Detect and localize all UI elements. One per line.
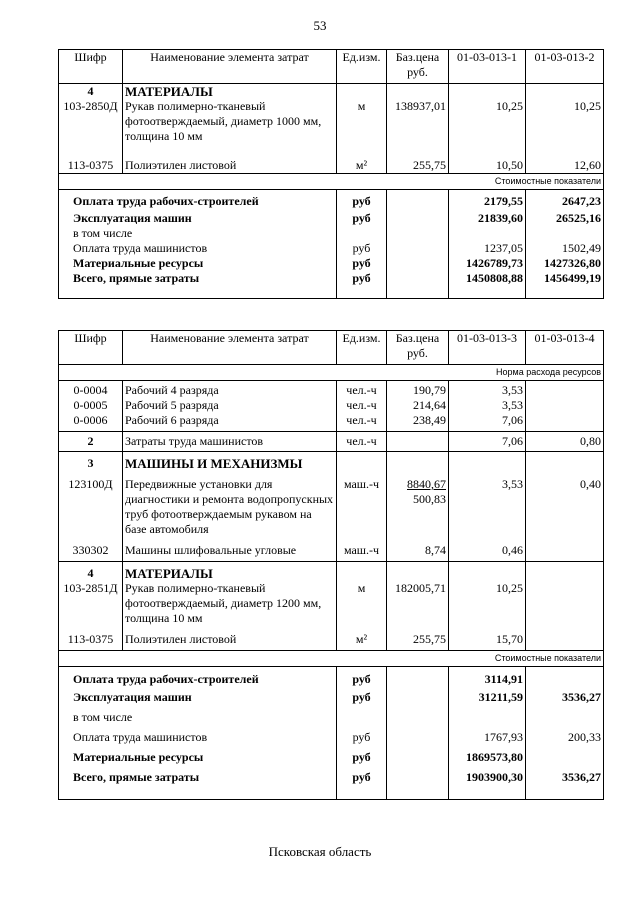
col-header-name: Наименование элемента затрат <box>123 50 337 84</box>
table-row <box>59 471 604 537</box>
summary-name: в том числе <box>59 226 337 241</box>
row-code: 0-0004 <box>59 381 123 399</box>
col-header-unit: Ед.изм. <box>337 50 387 84</box>
summary-v1: 21839,60 <box>449 211 526 226</box>
table-row <box>59 632 604 651</box>
row-price: 8,74 <box>387 537 449 562</box>
row-v2: 10,25 <box>526 99 604 158</box>
summary-v1: 1450808,88 <box>449 271 526 299</box>
row-unit: м <box>337 99 387 158</box>
row-unit: чел.-ч <box>337 398 387 413</box>
row-unit: маш.-ч <box>337 471 387 537</box>
row-v1: 10,50 <box>449 158 526 174</box>
row-v1: 3,53 <box>449 471 526 537</box>
row-name: Рукав полимерно-тканевый фотоотверждаемый, диаметр 1000 мм, толщина 10 мм <box>123 99 337 158</box>
summary-v1: 1426789,73 <box>449 256 526 271</box>
section-title: МАТЕРИАЛЫ <box>123 84 337 100</box>
summary-row <box>59 690 604 710</box>
summary-v1: 31211,59 <box>449 690 526 710</box>
row-v2: 12,60 <box>526 158 604 174</box>
row-v1: 10,25 <box>449 99 526 158</box>
row-name: Полиэтилен листовой <box>123 158 337 174</box>
summary-name: Эксплуатация машин <box>59 690 337 710</box>
row-unit: м <box>337 581 387 632</box>
section-row <box>59 84 604 100</box>
indicators-label: Стоимостные показатели <box>59 174 604 190</box>
row-name: Затраты труда машинистов <box>123 432 337 452</box>
row-price: 255,75 <box>387 158 449 174</box>
summary-v2: 26525,16 <box>526 211 604 226</box>
row-code: 103-2850Д <box>59 99 123 158</box>
col-header-code: Шифр <box>59 50 123 84</box>
row-unit: чел.-ч <box>337 432 387 452</box>
row-code: 0-0006 <box>59 413 123 432</box>
row-unit: чел.-ч <box>337 381 387 399</box>
table-row <box>59 581 604 632</box>
summary-name: Оплата труда машинистов <box>59 730 337 750</box>
section-title: МАШИНЫ И МЕХАНИЗМЫ <box>123 452 337 472</box>
table-row <box>59 99 604 158</box>
summary-row <box>59 770 604 800</box>
row-name: Машины шлифовальные угловые <box>123 537 337 562</box>
norm-row <box>59 365 604 381</box>
summary-row <box>59 750 604 770</box>
summary-row <box>59 271 604 299</box>
summary-row <box>59 241 604 256</box>
col-header-name: Наименование элемента затрат <box>123 331 337 365</box>
summary-v2: 1456499,19 <box>526 271 604 299</box>
row-name: Рабочий 6 разряда <box>123 413 337 432</box>
summary-row <box>59 667 604 690</box>
price-bottom: 500,83 <box>413 492 446 506</box>
summary-v2: 3536,27 <box>526 770 604 800</box>
summary-row <box>59 226 604 241</box>
col-header-v1: 01-03-013-1 <box>449 50 526 84</box>
col-header-code: Шифр <box>59 331 123 365</box>
summary-unit: руб <box>337 770 387 800</box>
summary-name: Материальные ресурсы <box>59 750 337 770</box>
table-header <box>59 331 604 365</box>
summary-unit: руб <box>337 211 387 226</box>
row-unit: чел.-ч <box>337 413 387 432</box>
col-header-v2: 01-03-013-4 <box>526 331 604 365</box>
summary-unit: руб <box>337 190 387 211</box>
summary-unit: руб <box>337 271 387 299</box>
section-title: МАТЕРИАЛЫ <box>123 562 337 582</box>
indicators-label: Стоимостные показатели <box>59 651 604 667</box>
row-unit: м² <box>337 632 387 651</box>
row-v2: 0,40 <box>526 471 604 537</box>
row-price: 182005,71 <box>387 581 449 632</box>
row-name: Рукав полимерно-тканевый фотоотверждаемый, диаметр 1200 мм, толщина 10 мм <box>123 581 337 632</box>
summary-row <box>59 256 604 271</box>
page-number: 53 <box>313 18 327 33</box>
row-v1: 0,46 <box>449 537 526 562</box>
row-v1: 3,53 <box>449 381 526 399</box>
summary-unit: руб <box>337 750 387 770</box>
row-code: 2 <box>59 432 123 452</box>
col-header-v1: 01-03-013-3 <box>449 331 526 365</box>
table-row <box>59 158 604 174</box>
section-number: 4 <box>59 562 123 582</box>
price-top: 8840,67 <box>407 477 446 491</box>
row-price <box>387 471 449 537</box>
row-code: 113-0375 <box>59 632 123 651</box>
summary-name: Всего, прямые затраты <box>59 770 337 800</box>
indicators-row <box>59 174 604 190</box>
row-v1: 7,06 <box>449 413 526 432</box>
table-row <box>59 537 604 562</box>
summary-v1: 3114,91 <box>449 667 526 690</box>
row-name: Полиэтилен листовой <box>123 632 337 651</box>
row-name: Рабочий 5 разряда <box>123 398 337 413</box>
indicators-row <box>59 651 604 667</box>
row-price: 255,75 <box>387 632 449 651</box>
summary-unit: руб <box>337 241 387 256</box>
summary-row <box>59 710 604 730</box>
row-price: 138937,01 <box>387 99 449 158</box>
row-v1: 10,25 <box>449 581 526 632</box>
col-header-price: Баз.цена руб. <box>387 50 449 84</box>
summary-name: Оплата труда машинистов <box>59 241 337 256</box>
row-price: 190,79 <box>387 381 449 399</box>
section-number: 3 <box>59 452 123 472</box>
summary-v2: 1502,49 <box>526 241 604 256</box>
summary-unit: руб <box>337 256 387 271</box>
summary-v2: 200,33 <box>526 730 604 750</box>
summary-name: Эксплуатация машин <box>59 211 337 226</box>
col-header-price: Баз.цена руб. <box>387 331 449 365</box>
row-price: 238,49 <box>387 413 449 432</box>
row-v1: 3,53 <box>449 398 526 413</box>
estimate-table-1 <box>58 49 604 299</box>
row-price: 214,64 <box>387 398 449 413</box>
norm-label: Норма расхода ресурсов <box>59 365 604 381</box>
col-header-v2: 01-03-013-2 <box>526 50 604 84</box>
summary-unit: руб <box>337 667 387 690</box>
summary-name: Оплата труда рабочих-строителей <box>59 667 337 690</box>
summary-unit: руб <box>337 730 387 750</box>
footer-region: Псковская область <box>268 844 372 859</box>
summary-v1: 1869573,80 <box>449 750 526 770</box>
summary-v2: 1427326,80 <box>526 256 604 271</box>
summary-row <box>59 190 604 211</box>
row-code: 123100Д <box>59 471 123 537</box>
table-row <box>59 398 604 413</box>
table-header <box>59 50 604 84</box>
summary-row <box>59 211 604 226</box>
summary-row <box>59 730 604 750</box>
row-unit: маш.-ч <box>337 537 387 562</box>
summary-v2: 2647,23 <box>526 190 604 211</box>
row-name: Рабочий 4 разряда <box>123 381 337 399</box>
summary-name: Всего, прямые затраты <box>59 271 337 299</box>
row-v1: 15,70 <box>449 632 526 651</box>
row-code: 103-2851Д <box>59 581 123 632</box>
summary-name: Оплата труда рабочих-строителей <box>59 190 337 211</box>
section-row <box>59 562 604 582</box>
summary-name: Материальные ресурсы <box>59 256 337 271</box>
summary-v1: 1767,93 <box>449 730 526 750</box>
machinists-row <box>59 432 604 452</box>
row-code: 330302 <box>59 537 123 562</box>
section-number: 4 <box>59 84 123 100</box>
summary-v1: 2179,55 <box>449 190 526 211</box>
summary-v2: 3536,27 <box>526 690 604 710</box>
row-v1: 7,06 <box>449 432 526 452</box>
summary-v1: 1903900,30 <box>449 770 526 800</box>
estimate-table-2 <box>58 330 604 800</box>
table-row <box>59 413 604 432</box>
summary-v1: 1237,05 <box>449 241 526 256</box>
summary-name: в том числе <box>59 710 337 730</box>
table-row <box>59 381 604 399</box>
row-code: 113-0375 <box>59 158 123 174</box>
section-row <box>59 452 604 472</box>
summary-unit: руб <box>337 690 387 710</box>
row-unit: м² <box>337 158 387 174</box>
row-v2: 0,80 <box>526 432 604 452</box>
row-code: 0-0005 <box>59 398 123 413</box>
col-header-unit: Ед.изм. <box>337 331 387 365</box>
row-name: Передвижные установки для диагностики и ремонта водопропускных труб фотоотверждаемым рукавом на базе автомобиля <box>123 471 337 537</box>
